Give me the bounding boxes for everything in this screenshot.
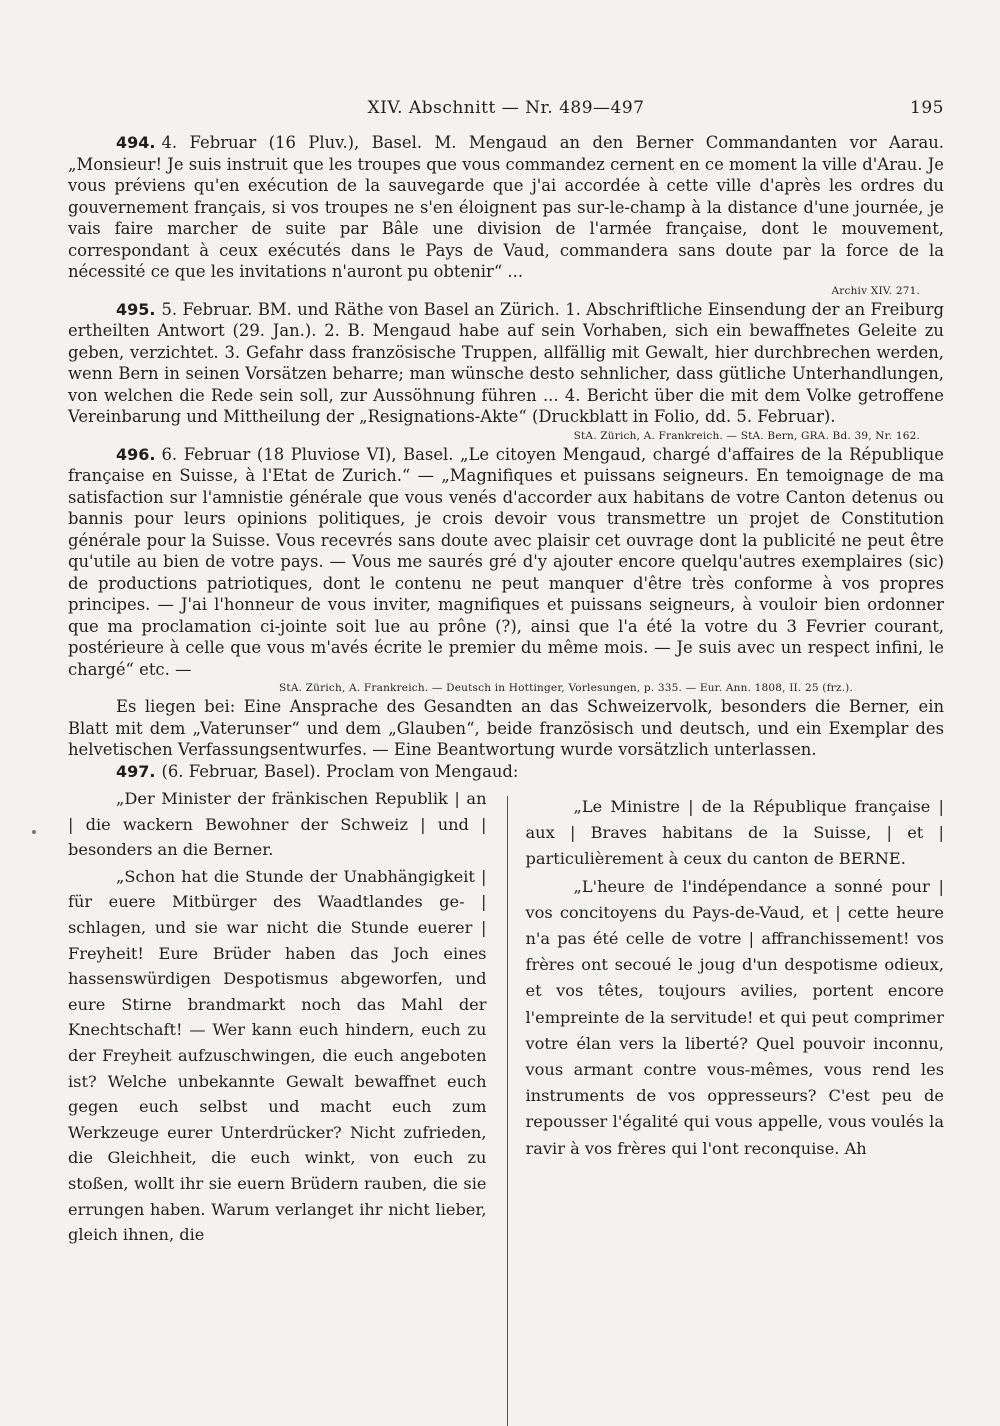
french-paragraph: „L'heure de l'indépendance a sonné pour | vos concitoyens du Pays-de-Vaud, et | cette heure n'a pas été celle de votre | affranchissement! vos frères ont secoué le joug d'un despotisme odieux, et vos têtes, toujours avilies, portent encore l'empreinte de la servitude! et qui peut comprimer votre élan vers la liberté? Quel pouvoir inconnu, vous armant contre vous-mêmes, vous rend les instruments de vos oppresseurs? C'est peu de repousser l'égalité qui vous appelle, vous voulés la ravir à vos frères qui l'ont reconquise. Ah bbox=[525, 876, 944, 1158]
source-note: Archiv XIV. 271. bbox=[831, 284, 920, 297]
entry-text: 5. Februar. BM. und Räthe von Basel an Zürich. 1. Abschriftliche Einsendung der an Freiburg ertheilten Antwort (29. Jan.). 2. B. Mengaud habe auf sein Vorhaben, sich ein bewaffnetes Geleite zu geben, verzichtet. 3. Gefahr dass französische Truppen, allfällig mit Gewalt, hier durchbrechen werden, wenn Bern in seinen Vorsätzen beharre; man wünsche desto sehnlicher, dass gütliche Unterhandlungen, von welchen die Rede sein soll, zur Aussöhnung führen ... 4. Bericht über die mit dem Volke getroffene Vereinbarung und Mittheilung der „Resignations-Akte“ (Druckblatt in Folio, dd. 5. Februar). bbox=[68, 299, 944, 426]
entry-497 bbox=[68, 761, 944, 783]
section-title: XIV. Abschnitt — Nr. 489—497 bbox=[367, 98, 645, 118]
source-note: StA. Zürich, A. Frankreich. — Deutsch in Hottinger, Vorlesungen, p. 335. — Eur. Ann. 1808, II. 25 (frz.). bbox=[279, 682, 853, 694]
german-heading: „Der Minister der fränkischen Republik | an | die wackern Bewohner der Schweiz | und | besonders an die Berner. bbox=[68, 789, 487, 860]
running-header bbox=[68, 98, 944, 122]
entry-number: 495. bbox=[116, 299, 156, 319]
page-number: 195 bbox=[910, 98, 944, 118]
french-column bbox=[514, 786, 945, 1426]
entry-number: 497. bbox=[116, 761, 156, 781]
source-note: StA. Zürich, A. Frankreich. — StA. Bern, GRA. Bd. 39, Nr. 162. bbox=[573, 429, 920, 442]
french-heading: „Le Ministre | de la République française | aux | Braves habitans de la Suisse, | et | particulièrement à ceux du canton de BERNE. bbox=[525, 797, 944, 869]
entry-text: 4. Februar (16 Pluv.), Basel. M. Mengaud an den Berner Commandanten vor Aarau. „Monsieur! Je suis instruit que les troupes que vous commandez cernent en ce moment la ville d'Arau. Je vous préviens qu'en exécution de la sauvegarde que j'ai accordée à cette ville d'après les ordres du gouvernement français, si vos troupes ne s'en éloignent pas sur-le-champ à la distance d'une journée, je vais faire marcher de suite par Bâle une division de l'armée française, dont le mouvement, correspondant à ceux exécutés dans le Pays de Vaud, commandera sans doute par la force de la nécessité ce que les invitations n'auront pu obtenir“ ... bbox=[68, 133, 944, 281]
entry-number: 496. bbox=[116, 444, 156, 464]
parallel-columns bbox=[68, 786, 944, 1426]
entry-text: 6. Februar (18 Pluviose VI), Basel. „Le citoyen Mengaud, chargé d'affaires de la République française en Suisse, à l'Etat de Zurich.“ — „Magnifiques et puissans seigneurs. En temoignage de ma satisfaction sur l'amnistie générale que vous venés d'accorder aux habitans de votre Canton detenus ou bannis pour leurs opinions politiques, je crois devoir vous transmettre un projet de Constitution générale pour la Suisse. Vous recevrés sans doute avec plaisir cet ouvrage dont la publicité ne peut être qu'utile au bien de votre pays. — Vous me saurés gré d'y ajouter encore quelqu'autres exemplaires (sic) de productions patriotiques, dont le contenu ne peut manquer d'être très conforme à vos propres principes. — J'ai l'honneur de vous inviter, magnifiques et puissans seigneurs, à vouloir bien ordonner que ma proclamation ci-jointe soit lue au prône (?), ainsi que l'a été la votre du 3 Fevrier courant, postérieure à celle que vous m'avés écrite le premier du même mois. — Je suis avec un respect infini, le chargé“ etc. — bbox=[68, 444, 944, 679]
main-text bbox=[68, 132, 944, 1426]
german-column bbox=[68, 786, 501, 1426]
entry-number: 494. bbox=[116, 133, 156, 152]
margin-speck bbox=[32, 830, 36, 834]
entry-494 bbox=[68, 132, 944, 283]
enclosure-note: Es liegen bei: Eine Ansprache des Gesandten an das Schweizervolk, besonders die Berner, ein Blatt mit dem „Vaterunser“ und dem „Glauben“, beide französisch und deutsch, und ein Exemplar des helvetischen Verfassungsentwurfes. — Eine Beantwortung wurde vorsätzlich unterlassen. bbox=[68, 697, 944, 759]
entry-496 bbox=[68, 444, 944, 681]
german-paragraph: „Schon hat die Stunde der Unabhängigkeit | für euere Mitbürger des Waadtlandes ge- | schlagen, und sie war nicht die Stunde euerer | Freyheit! Eure Brüder haben das Joch eines hassenswürdigen Despotismus abgeworfen, und eure Stirne brandmarkt noch das Mahl der Knechtschaft! — Wer kann euch hindern, euch zu der Freyheit aufzuschwingen, die euch angeboten ist? Welche unbekannte Gewalt bewaffnet euch gegen euch selbst und macht euch zum Werkzeuge eurer Unterdrücker? Nicht zufrieden, die Gleichheit, die euch winkt, von euch zu stoßen, wollt ihr sie euern Brüdern rauben, die sie errungen haben. Warum verlanget ihr nicht lieber, gleich ihnen, die bbox=[68, 866, 487, 1245]
entry-text: (6. Februar, Basel). Proclam von Mengaud: bbox=[161, 761, 519, 781]
column-divider bbox=[507, 796, 508, 1426]
entry-495 bbox=[68, 299, 944, 428]
